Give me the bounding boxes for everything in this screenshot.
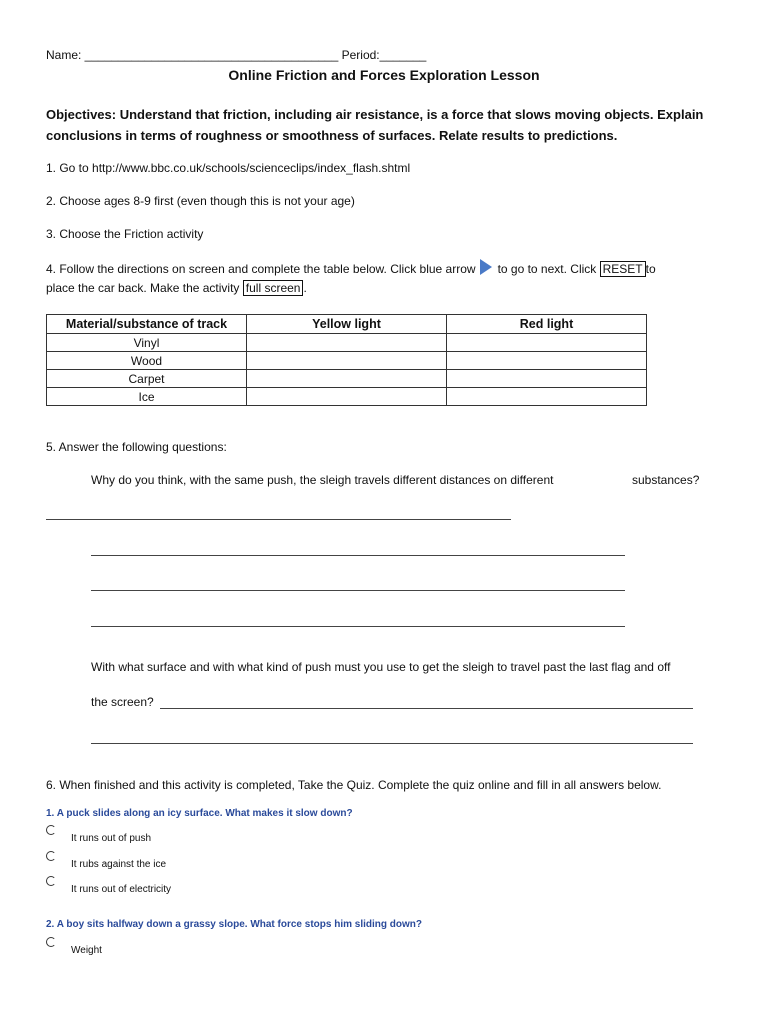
blue-arrow-icon [480,259,492,275]
quiz-question-2: 2. A boy sits halfway down a grassy slope. What force stops him sliding down? [46,919,422,930]
full-screen-label: full screen [243,280,304,296]
quiz-option: It rubs against the ice [71,859,167,870]
results-table [46,314,647,406]
header-material: Material/substance of track [47,315,247,334]
quiz-option: It runs out of push [71,833,152,844]
table-row [47,334,647,352]
answer-line[interactable] [91,555,625,556]
yellow-light-cell[interactable] [247,352,447,370]
quiz-question-1: 1. A puck slides along an icy surface. What makes it slow down? [46,808,353,819]
table-row [47,352,647,370]
material-cell: Carpet [47,370,247,388]
material-cell: Wood [47,352,247,370]
question-5a-text-end: substances? [632,473,700,487]
radio-icon[interactable] [46,825,56,835]
answer-line[interactable] [91,590,625,591]
question-5a-text: Why do you think, with the same push, the sleigh travels different distances on different [91,473,554,487]
radio-icon[interactable] [46,851,56,861]
name-period-line: Name: ______________________________________ Period:_______ [46,48,427,62]
answer-line[interactable] [160,708,693,709]
yellow-light-cell[interactable] [247,370,447,388]
step-4-text-e: . [303,281,307,295]
yellow-light-cell[interactable] [247,388,447,406]
red-light-cell[interactable] [447,388,647,406]
objectives: Objectives: Understand that friction, including air resistance, is a force that slows moving objects. Explain conclusions in terms of roughness or smoothness of surfaces. Relate results to predictions. [46,107,704,143]
red-light-cell[interactable] [447,334,647,352]
step-1: 1. Go to http://www.bbc.co.uk/schools/scienceclips/index_flash.shtml [46,161,411,175]
red-light-cell[interactable] [447,352,647,370]
step-4-text-b: to go to next. Click [497,262,597,276]
material-cell: Vinyl [47,334,247,352]
question-5b-text: With what surface and with what kind of push must you use to get the sleigh to travel past the last flag and off [91,660,671,674]
step-4-text-d: place the car back. Make the activity [46,281,240,295]
step-3: 3. Choose the Friction activity [46,227,204,241]
table-row [47,388,647,406]
step-4-line-2 [46,281,307,295]
header-red-light: Red light [447,315,647,334]
question-5-heading: 5. Answer the following questions: [46,440,227,454]
answer-line[interactable] [91,626,625,627]
header-yellow-light: Yellow light [247,315,447,334]
table-row [47,370,647,388]
step-2: 2. Choose ages 8-9 first (even though this is not your age) [46,194,355,208]
question-5b-text-cont: the screen? [91,695,154,709]
answer-line[interactable] [91,743,693,744]
red-light-cell[interactable] [447,370,647,388]
page-title: Online Friction and Forces Exploration Lesson [228,67,540,83]
step-4-line-1 [46,259,656,276]
yellow-light-cell[interactable] [247,334,447,352]
material-cell: Ice [47,388,247,406]
answer-line[interactable] [46,519,511,520]
quiz-option: Weight [71,945,102,956]
reset-label: RESET [600,261,646,277]
quiz-option: It runs out of electricity [71,884,172,895]
step-4-text-c: to [645,262,656,276]
table-header-row [47,315,647,334]
step-4-text-a: 4. Follow the directions on screen and complete the table below. Click blue arrow [46,262,476,276]
radio-icon[interactable] [46,876,56,886]
question-6: 6. When finished and this activity is completed, Take the Quiz. Complete the quiz online and fill in all answers below. [46,778,662,792]
radio-icon[interactable] [46,937,56,947]
